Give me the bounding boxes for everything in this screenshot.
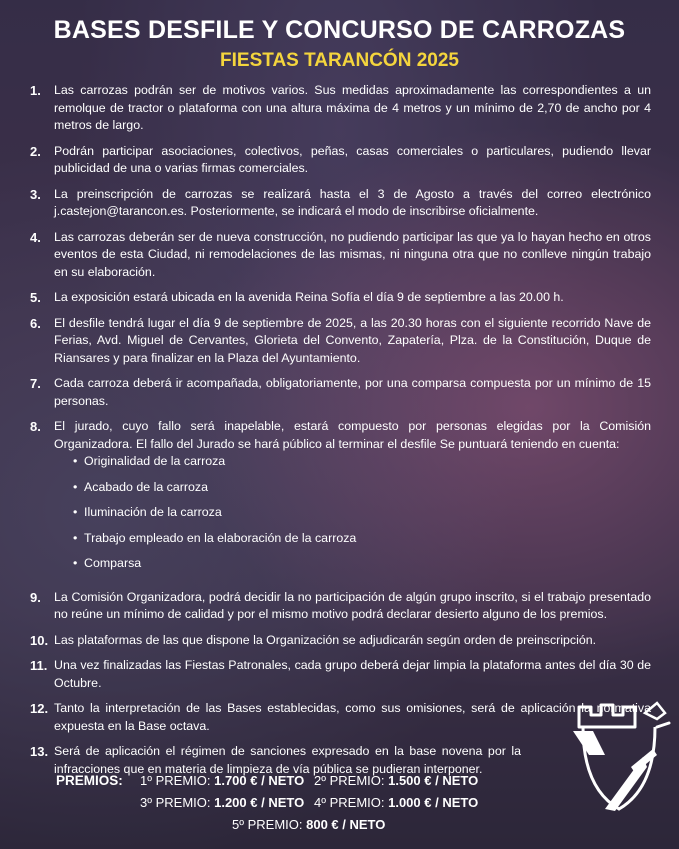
rule-text: Las carrozas podrán ser de motivos varios. Sus medidas aproximadamente las correspondientes a un remolque de tractor o plataforma con una altura máxima de 4 metros y un mínimo de 2,70 de ancho por 4 metros de largo. (54, 83, 651, 132)
prize-name: 2º PREMIO: (314, 773, 385, 788)
rule-item (30, 418, 651, 581)
rule-number: 3. (30, 186, 41, 202)
rule-item (30, 589, 651, 624)
rule-text: Será de aplicación el régimen de sanciones expresado en la base novena por la infracciones que en materia de limpieza de vía pública se pudieran interponer. (54, 744, 521, 776)
rule-number: 10. (30, 632, 49, 648)
rule-text: El desfile tendrá lugar el día 9 de septiembre de 2025, a las 20.30 horas con el siguiente recorrido Nave de Ferias, Avd. Miguel de Cervantes, Glorieta del Convento, Zapatería, Plza. de la Constitución, Duque de Riansares y para finalizar en la Plaza del Ayuntamiento. (54, 315, 651, 365)
criteria-list (54, 453, 651, 573)
rule-item (30, 632, 651, 650)
rule-body (54, 418, 651, 581)
rule-item (30, 657, 651, 692)
prizes-label: PREMIOS: (56, 773, 123, 788)
rule-item (30, 143, 651, 178)
rule-number: 2. (30, 143, 41, 159)
prize-3 (140, 795, 304, 810)
prize-amount: 1.000 € / NETO (388, 795, 479, 810)
rule-item (30, 186, 651, 221)
rule-number: 12. (30, 701, 49, 716)
rule-item (30, 375, 651, 410)
rules-list (30, 82, 651, 786)
rule-text: La exposición estará ubicada en la avenida Reina Sofía el día 9 de septiembre a las 20.00 h. (54, 290, 564, 304)
rule-item (30, 82, 651, 135)
criteria-item: • Iluminación de la carroza (84, 504, 651, 522)
rule-text: Podrán participar asociaciones, colectivos, peñas, casas comerciales o particulares, pudiendo llevar publicidad de una o varias firmas comerciales. (54, 143, 651, 175)
prize-4 (314, 795, 478, 810)
prize-amount: 800 € / NETO (306, 817, 386, 832)
rule-text: La preinscripción de carrozas se realizará hasta el 3 de Agosto a través del correo electrónico j.castejon@tarancon.es. Posteriormente, se indicará el modo de inscribirse oficialmente. (54, 186, 651, 218)
criteria-item: • Trabajo empleado en la elaboración de la carroza (84, 530, 651, 548)
prize-name: 4º PREMIO: (314, 795, 385, 810)
rule-number: 9. (30, 589, 41, 605)
rule-number: 4. (30, 229, 41, 245)
prize-5 (232, 817, 385, 832)
page-subtitle: FIESTAS TARANCÓN 2025 (220, 50, 459, 71)
criteria-item: • Comparsa (84, 555, 651, 573)
prize-amount: 1.700 € / NETO (214, 773, 305, 788)
rule-number: 13. (30, 744, 49, 759)
prize-amount: 1.500 € / NETO (388, 773, 479, 788)
rule-number: 1. (30, 83, 41, 98)
rule-number: 7. (30, 376, 41, 391)
rule-item (30, 700, 651, 735)
criteria-item: • Originalidad de la carroza (84, 453, 651, 471)
rule-number: 6. (30, 315, 41, 331)
rule-text: Tanto la interpretación de las Bases establecidas, como sus omisiones, será de aplicación la normativa expuesta en la Base octava. (54, 701, 651, 733)
prize-name: 1º PREMIO: (140, 773, 211, 788)
rule-item (30, 229, 651, 282)
tarancon-castle-logo-icon (565, 697, 673, 815)
prize-name: 3º PREMIO: (140, 795, 211, 810)
rule-text: Las plataformas de las que dispone la Organización se adjudicarán según orden de preinscripción. (54, 632, 597, 647)
criteria-item: • Acabado de la carroza (84, 479, 651, 497)
rule-number: 8. (30, 419, 41, 434)
prize-name: 5º PREMIO: (232, 817, 303, 832)
rule-text: La Comisión Organizadora, podrá decidir la no participación de algún grupo inscrito, si el trabajo presentado no reúne un mínimo de calidad y por el mismo motivo podrá declarar desierto alguno de los premios. (54, 589, 651, 621)
rule-number: 11. (30, 658, 48, 673)
rule-text: Las carrozas deberán ser de nueva construcción, no pudiendo participar las que ya lo hayan hecho en otros eventos de esta Ciudad, ni remodelaciones de las mismas, ni ninguna otra que no conlleve ningún trabajo en su elaboración. (54, 229, 651, 279)
prize-amount: 1.200 € / NETO (214, 795, 305, 810)
rule-item (30, 315, 651, 368)
rule-number: 5. (30, 290, 41, 305)
page-title: BASES DESFILE Y CONCURSO DE CARROZAS (53, 16, 626, 44)
rule-text: El jurado, cuyo fallo será inapelable, estará compuesto por personas elegidas por la Comisión Organizadora. El fallo del Jurado se hará público al terminar el desfile Se puntuará teniendo en cuenta: (54, 419, 651, 451)
rule-text: Una vez finalizadas las Fiestas Patronales, cada grupo deberá dejar limpia la plataforma antes del día 30 de Octubre. (54, 658, 651, 690)
prize-1 (140, 773, 304, 788)
rule-text: Cada carroza deberá ir acompañada, obligatoriamente, por una comparsa compuesta por un mínimo de 15 personas. (54, 376, 651, 408)
rule-item (30, 289, 651, 307)
prize-2 (314, 773, 478, 788)
